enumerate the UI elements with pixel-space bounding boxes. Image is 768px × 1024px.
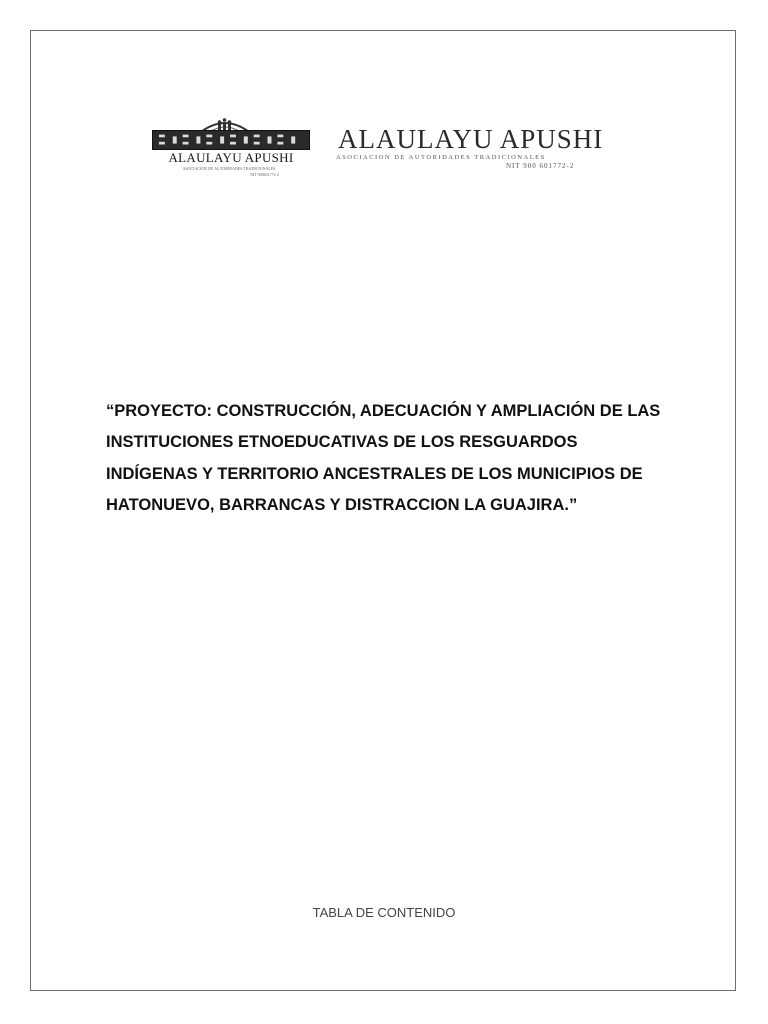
- woven-band-pattern: [152, 130, 310, 150]
- project-title-line: “PROYECTO: CONSTRUCCIÓN, ADECUACIÓN Y AMPLIACIÓN DE LAS: [106, 402, 661, 420]
- emblem-nit: NIT 900601772-2: [250, 172, 279, 177]
- project-title-line: INDÍGENAS Y TERRITORIO ANCESTRALES DE LOS MUNICIPIOS DE: [106, 464, 643, 483]
- project-title-line: HATONUEVO, BARRANCAS Y DISTRACCION LA GUAJIRA.”: [106, 495, 578, 514]
- organization-name: ALAULAYU APUSHI: [338, 124, 604, 154]
- emblem-logo: [150, 112, 312, 178]
- emblem-subtext: ASOCIACION DE AUTORIDADES TRADICIONALES: [182, 166, 276, 171]
- organization-logo: [150, 112, 620, 182]
- organization-subtitle: ASOCIACION DE AUTORIDADES TRADICIONALES: [336, 154, 546, 161]
- table-of-contents-heading: TABLA DE CONTENIDO: [312, 905, 456, 920]
- project-title: [106, 396, 666, 521]
- project-title-line: INSTITUCIONES ETNOEDUCATIVAS DE LOS RESGUARDOS: [106, 433, 578, 452]
- emblem-name: ALAULAYU APUSHI: [168, 150, 294, 165]
- organization-nit: NIT 900 601772-2: [506, 162, 575, 170]
